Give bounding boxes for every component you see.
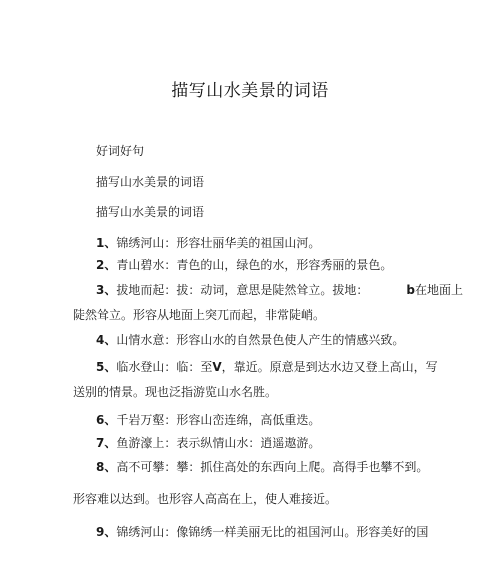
item-text: 高不可攀：攀：抓住高处的东西向上爬。高得手也攀不到。 [116, 460, 429, 474]
item-text: 临水登山：临：至 [116, 360, 213, 374]
item-text: ，靠近。原意是到达水边又登上高山，写 [221, 360, 438, 374]
section-heading: 描写山水美景的词语 [96, 175, 205, 189]
item-number: 3、 [96, 283, 117, 297]
item-text: 拔地而起：拔：动词，意思是陡然耸立。拔地： [116, 283, 369, 297]
list-item [96, 235, 320, 251]
item-number: 5、 [96, 360, 117, 374]
item-number: 7、 [96, 436, 117, 450]
item-number: 1、 [96, 236, 117, 250]
list-item [96, 359, 438, 375]
item-text: 山情水意：形容山水的自然景色使人产生的情感兴致。 [116, 333, 405, 347]
section-heading-repeat: 描写山水美景的词语 [96, 205, 205, 219]
item-number: 9、 [96, 525, 117, 539]
document-title: 描写山水美景的词语 [171, 81, 329, 101]
item-number: 2、 [96, 258, 117, 272]
list-item [96, 282, 463, 298]
item-text-bold: b [406, 283, 415, 297]
subtitle: 好词好句 [96, 144, 145, 158]
list-item [96, 412, 320, 428]
list-item [96, 257, 392, 273]
item-text-bold: V [212, 360, 222, 374]
item-number: 8、 [96, 460, 117, 474]
list-item [96, 524, 428, 540]
item-number: 4、 [96, 333, 117, 347]
list-item [96, 459, 428, 475]
list-item [96, 332, 404, 348]
list-item-continuation: 送别的情景。现也泛指游览山水名胜。 [73, 385, 278, 399]
item-text: 锦绣河山：像锦绣一样美丽无比的祖国河山。形容美好的国 [116, 525, 429, 539]
list-item-continuation: 形容难以达到。也形容人高高在上，使人难接近。 [73, 492, 338, 506]
item-number: 6、 [96, 413, 117, 427]
item-text: 锦绣河山：形容壮丽华美的祖国山河。 [116, 236, 321, 250]
item-text: 青山碧水：青色的山，绿色的水，形容秀丽的景色。 [116, 258, 393, 272]
item-text: 千岩万壑：形容山峦连绵，高低重迭。 [116, 413, 321, 427]
item-text: 鱼游濠上：表示纵情山水：逍遥遨游。 [116, 436, 321, 450]
list-item [96, 435, 320, 451]
item-text: 在地面上 [414, 283, 463, 297]
list-item-continuation: 陡然耸立。形容从地面上突兀而起，非常陡峭。 [73, 308, 326, 322]
